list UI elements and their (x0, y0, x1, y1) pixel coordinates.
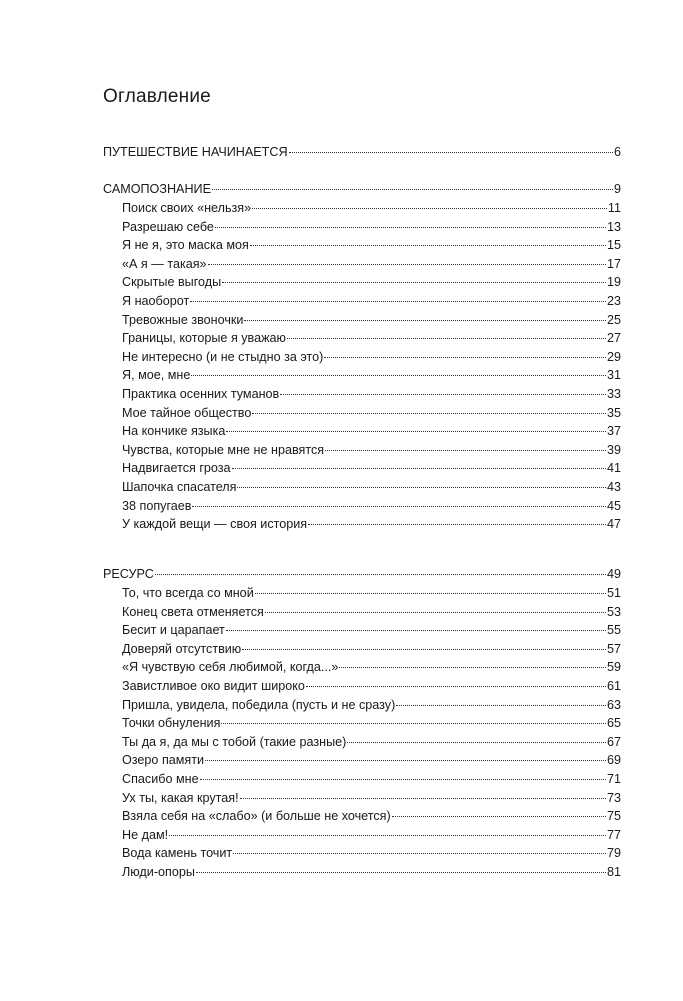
dot-leader (289, 152, 613, 153)
dot-leader (240, 798, 606, 799)
toc-entry-label: Бесит и царапает (122, 623, 225, 638)
toc-entry[interactable] (122, 423, 621, 439)
toc-entry-label: Доверяй отсутствию (122, 641, 242, 656)
toc-entry-label: Чувства, которые мне не нравятся (122, 442, 325, 457)
toc-entry-page-number: 57 (606, 641, 621, 656)
toc-entry-page-number: 23 (606, 294, 621, 308)
dot-leader (255, 593, 606, 594)
toc-entry-page-number: 31 (606, 368, 621, 383)
toc-entry[interactable] (122, 622, 621, 638)
toc-entry[interactable] (122, 697, 621, 713)
dot-leader (226, 630, 606, 631)
toc-entry-label: Люди-опоры (122, 865, 195, 879)
toc-entry[interactable] (122, 293, 621, 309)
toc-section-page-number: 6 (613, 145, 621, 159)
dot-leader (155, 574, 606, 575)
dot-leader (287, 338, 606, 339)
toc-entry-page-number: 29 (606, 349, 621, 364)
toc-entry[interactable] (122, 442, 621, 458)
toc-entry[interactable] (122, 845, 621, 861)
toc-entry-label: Мое тайное общество (122, 405, 252, 420)
toc-entry-label: Границы, которые я уважаю (122, 331, 286, 346)
toc-entry-label: Скрытые выгоды (122, 275, 222, 290)
toc-entry[interactable] (122, 734, 621, 750)
toc-entry-label: Ты да я, да мы с тобой (такие разные) (122, 734, 347, 749)
toc-entry-label: То, что всегда со мной (122, 586, 254, 600)
toc-entry-page-number: 51 (606, 586, 621, 600)
toc-section-label: САМОПОЗНАНИЕ (103, 182, 211, 196)
toc-entry-page-number: 63 (606, 697, 621, 712)
toc-entry[interactable] (122, 219, 621, 235)
toc-entry[interactable] (122, 330, 621, 346)
toc-entry[interactable] (122, 808, 621, 824)
dot-leader (280, 394, 606, 395)
toc-entry-label: Надвигается гроза (122, 461, 231, 476)
toc-entry-page-number: 73 (606, 790, 621, 805)
toc-entry-label: 38 попугаев (122, 498, 192, 513)
dot-leader (396, 705, 606, 706)
toc-entry-page-number: 67 (606, 734, 621, 749)
toc-entry[interactable] (122, 256, 621, 272)
dot-leader (325, 450, 606, 451)
dot-leader (306, 686, 606, 687)
toc-entry-page-number: 77 (606, 827, 621, 842)
toc-entry-label: Вода камень точит (122, 846, 233, 861)
toc-entry[interactable] (122, 349, 621, 365)
toc-entry-label: Взяла себя на «слабо» (и больше не хочется) (122, 809, 391, 824)
dot-leader (232, 468, 606, 469)
dot-leader (339, 667, 606, 668)
toc-entry[interactable] (122, 771, 621, 787)
dot-leader (190, 301, 606, 302)
toc-entry-label: На кончике языка (122, 424, 226, 439)
toc-entry[interactable] (122, 498, 621, 514)
toc-entry-label: Спасибо мне (122, 772, 199, 786)
toc-entry-label: Тревожные звоночки (122, 312, 244, 327)
dot-leader (244, 320, 606, 321)
dot-leader (226, 431, 606, 432)
dot-leader (324, 357, 606, 358)
toc-entry[interactable] (122, 752, 621, 768)
toc-entry-label: Практика осенних туманов (122, 387, 280, 401)
toc-entry[interactable] (122, 659, 621, 675)
dot-leader (205, 760, 606, 761)
toc-entry[interactable] (122, 641, 621, 657)
toc-heading: Оглавление (103, 86, 211, 107)
toc-entry-label: Я, мое, мне (122, 368, 191, 383)
dot-leader (222, 282, 606, 283)
toc-entry-label: Завистливое око видит широко (122, 679, 305, 693)
toc-entry[interactable] (122, 460, 621, 476)
toc-entry-label: Разрешаю себе (122, 219, 214, 234)
toc-entry-label: Я наоборот (122, 294, 190, 308)
toc-entry[interactable] (122, 367, 621, 383)
toc-entry-label: Конец света отменяется (122, 604, 264, 619)
dot-leader (265, 612, 606, 613)
dot-leader (308, 524, 606, 525)
toc-entry-page-number: 59 (606, 660, 621, 675)
dot-leader (250, 245, 606, 246)
dot-leader (233, 853, 606, 854)
toc-entry-page-number: 61 (606, 679, 621, 693)
toc-entry-label: Шапочка спасателя (122, 480, 237, 494)
toc-entry-page-number: 37 (606, 424, 621, 439)
toc-entry[interactable] (122, 604, 621, 620)
toc-entry-label: Я не я, это маска моя (122, 238, 249, 253)
dot-leader (196, 872, 606, 873)
toc-entry[interactable] (122, 237, 621, 253)
toc-entry-label: Поиск своих «нельзя» (122, 201, 252, 215)
toc-entry-label: Озеро памяти (122, 753, 205, 768)
toc-section[interactable] (103, 181, 621, 197)
toc-section[interactable] (103, 144, 621, 160)
toc-entry-page-number: 69 (606, 753, 621, 768)
toc-entry-page-number: 81 (606, 865, 621, 879)
toc-entry-page-number: 45 (606, 498, 621, 513)
dot-leader (242, 649, 606, 650)
toc-entry[interactable] (122, 386, 621, 402)
toc-entry-label: Точки обнуления (122, 716, 221, 731)
toc-entry-page-number: 13 (606, 219, 621, 234)
dot-leader (208, 264, 606, 265)
toc-entry[interactable] (122, 678, 621, 694)
toc-entry-page-number: 39 (606, 442, 621, 457)
toc-entry-page-number: 53 (606, 604, 621, 619)
toc-entry[interactable] (122, 864, 621, 880)
toc-section[interactable] (103, 566, 621, 582)
dot-leader (215, 227, 606, 228)
toc-entry-page-number: 11 (607, 201, 621, 215)
dot-leader (392, 816, 606, 817)
toc-entry[interactable] (122, 274, 621, 290)
toc-entry-label: «Я чувствую себя любимой, когда...» (122, 660, 339, 675)
toc-entry[interactable] (122, 790, 621, 806)
toc-entry-page-number: 79 (606, 846, 621, 861)
toc-entry-page-number: 47 (606, 517, 621, 532)
toc-entry-page-number: 15 (606, 238, 621, 253)
toc-entry-label: Пришла, увидела, победила (пусть и не сразу) (122, 697, 396, 712)
toc-entry-page-number: 19 (606, 275, 621, 290)
toc-section-page-number: 49 (606, 567, 621, 581)
dot-leader (252, 208, 607, 209)
toc-entry-page-number: 71 (606, 772, 621, 786)
toc-entry-page-number: 35 (606, 405, 621, 420)
toc-section-label: ПУТЕШЕСТВИЕ НАЧИНАЕТСЯ (103, 145, 288, 159)
toc-entry-page-number: 27 (606, 331, 621, 346)
toc-entry[interactable] (122, 200, 621, 216)
toc-entry-page-number: 55 (606, 623, 621, 638)
toc-entry-page-number: 65 (606, 716, 621, 731)
toc-entry-page-number: 43 (606, 480, 621, 494)
toc-entry[interactable] (122, 516, 621, 532)
toc-entry-page-number: 17 (606, 256, 621, 271)
toc-entry-label: «А я — такая» (122, 256, 207, 271)
dot-leader (347, 742, 606, 743)
dot-leader (212, 189, 613, 190)
toc-entry-label: У каждой вещи — своя история (122, 517, 308, 532)
dot-leader (169, 835, 606, 836)
toc-entry-page-number: 25 (606, 312, 621, 327)
toc-entry[interactable] (122, 585, 621, 601)
dot-leader (200, 779, 606, 780)
dot-leader (192, 506, 606, 507)
dot-leader (221, 723, 606, 724)
dot-leader (191, 375, 606, 376)
toc-entry[interactable] (122, 312, 621, 328)
toc-section-label: РЕСУРС (103, 567, 154, 581)
toc-entry-label: Не интересно (и не стыдно за это) (122, 349, 324, 364)
toc-entry-label: Ух ты, какая крутая! (122, 790, 239, 805)
toc-entry-page-number: 33 (606, 387, 621, 401)
toc-entry[interactable] (122, 479, 621, 495)
toc-entry[interactable] (122, 715, 621, 731)
toc-section-page-number: 9 (613, 182, 621, 196)
toc-entry-page-number: 41 (606, 461, 621, 476)
toc-entry[interactable] (122, 827, 621, 843)
dot-leader (252, 413, 606, 414)
toc-entry[interactable] (122, 405, 621, 421)
dot-leader (237, 487, 606, 488)
toc-entry-label: Не дам! (122, 827, 169, 842)
toc-entry-page-number: 75 (606, 809, 621, 824)
